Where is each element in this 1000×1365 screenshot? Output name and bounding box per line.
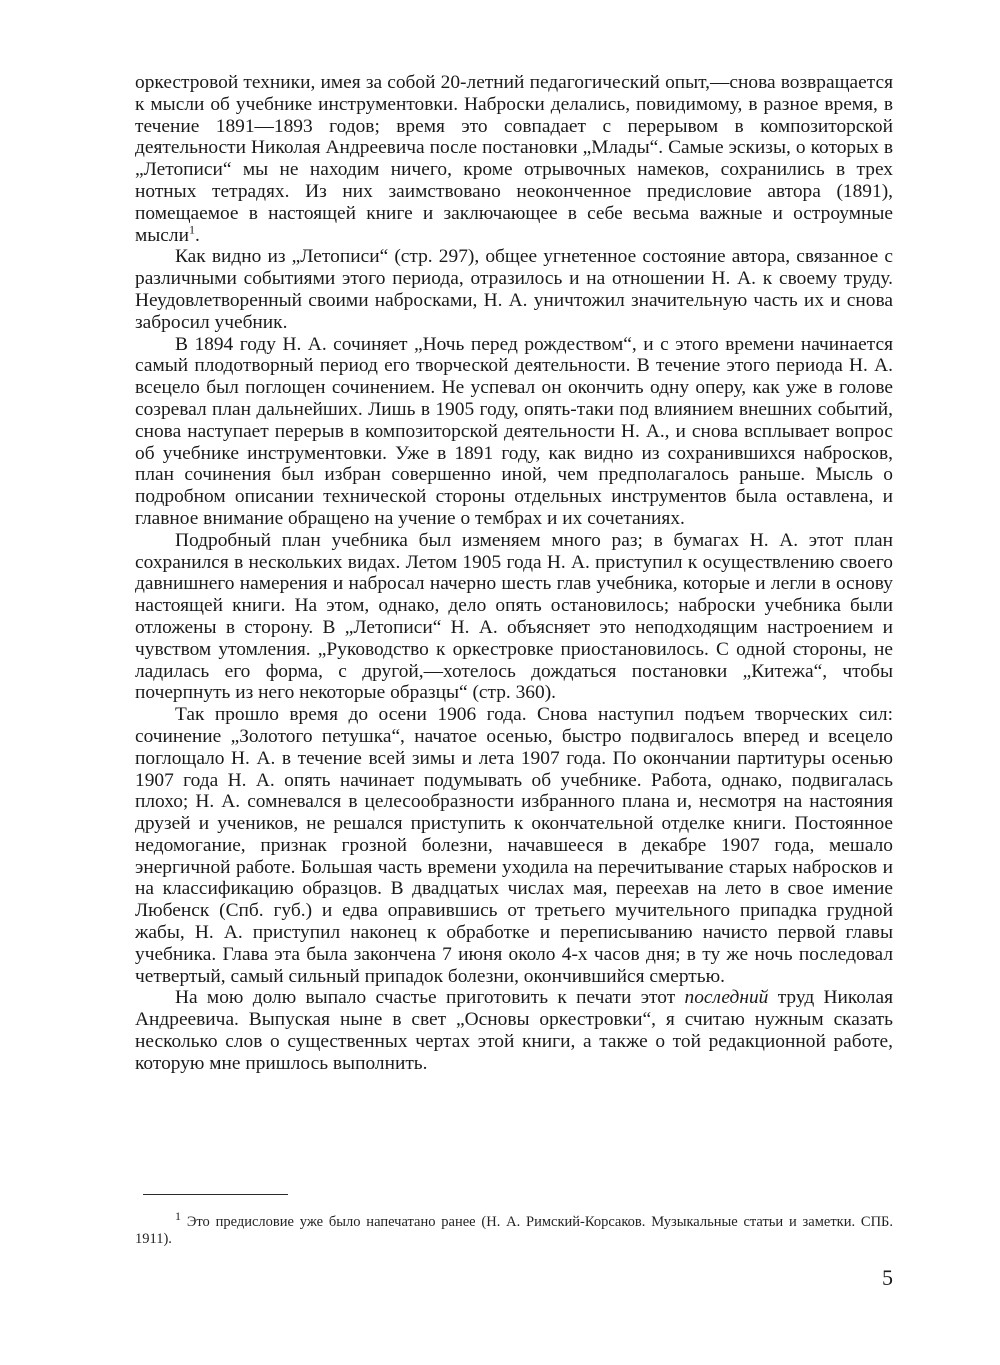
footnote-reference: 1 <box>188 222 195 237</box>
paragraph-6 <box>135 987 893 1074</box>
paragraph-5: Так прошло время до осени 1906 года. Снова наступил подъем творческих сил: сочинение „Золотого петушка“, начатое осенью, быстро подвигалось вперед и всецело поглощало Н. А. в течение всей зимы и лета 1907 года. По окончании партитуры осенью 1907 года Н. А. опять начинает подумывать об учебнике. Работа, однако, подвигалась плохо; Н. А. сомневался в целесообразности избранного плана и, несмотря на настояния друзей и учеников, не решался приступить к окончательной отделке книги. Постоянное недомогание, признак грозной болезни, начавшееся в декабре 1907 года, мешало энергичной работе. Большая часть времени уходила на перечитывание старых набросков и на классификацию образцов. В двадцатых числах мая, переехав на лето в свое имение Любенск (Спб. губ.) и едва оправившись от третьего мучительного припадка грудной жабы, Н. А. приступил наконец к обработке и переписыванию начисто первой главы учебника. Глава эта была закончена 7 июня около 4-х часов дня; в ту же ночь последовал четвертый, самый сильный припадок болезни, окончившийся смертью. <box>135 704 893 987</box>
paragraph-1 <box>135 72 893 246</box>
paragraph-2: Как видно из „Летописи“ (стр. 297), общее угнетенное состояние автора, связанное с различными событиями этого периода, отразилось и на отношении Н. А. к своему труду. Неудовлетворенный своими набросками, Н. А. уничтожил значительную часть их и снова забросил учебник. <box>135 246 893 333</box>
footnote-text: Это предисловие уже было напечатано ранее (Н. А. Римский-Корсаков. Музыкальные статьи и заметки. СПБ. 1911). <box>135 1214 893 1247</box>
paragraph-4: Подробный план учебника был изменяем много раз; в бумагах Н. А. этот план сохранился в нескольких видах. Летом 1905 года Н. А. приступил к осуществлению своего давнишнего намерения и набросал начерно шесть глав учебника, которые и легли в основу настоящей книги. На этом, однако, дело опять остановилось; наброски учебника были отложены в сторону. В „Летописи“ Н. А. объясняет это неподходящим настроением и чувством утомления. „Руководство к оркестровке приостановилось. С одной стороны, не ладилась его форма, с другой,—хотелось дождаться постановки „Китежа“, чтобы почерпнуть из него некоторые образцы“ (стр. 360). <box>135 529 893 704</box>
footnote <box>135 1209 893 1248</box>
paragraph-1-text: оркестровой техники, имея за собой 20-летний педагогический опыт,—снова возвращается к мысли об учебнике инструментовки. Наброски делались, повидимому, в разное время, в течение 1891—1893 годов; время это совпадает с перерывом в композиторской деятельности Николая Андреевича после постановки „Млады“. Самые эскизы, о которых в „Летописи“ мы не находим ничего, кроме отрывочных намеков, сохранились в трех нотных тетрадях. Из них заимствовано неоконченное предисловие автора (1891), помещаемое в настоящей книге и заключающее в себе весьма важные и остроумные мысли <box>135 72 893 246</box>
paragraph-6-text-before: На мою долю выпало счастье приготовить к печати этот <box>175 987 685 1009</box>
page-number: 5 <box>882 1265 893 1290</box>
paragraph-3: В 1894 году Н. А. сочиняет „Ночь перед рождеством“, и с этого времени начинается самый плодотворный период его творческой деятельности. В течение этого периода Н. А. всецело был поглощен сочинением. Не успевал он окончить одну оперу, как уже в голове созревал план дальнейших. Лишь в 1905 году, опять-таки под влиянием внешних событий, снова наступает перерыв в композиторской деятельности Н. А., и снова всплывает вопрос об учебнике инструментовки. Уже в 1891 году, как видно из сохранившихся набросков, план сочинения был избран совершенно иной, чем предполагалось раньше. Мысль о подробном описании технической стороны отдельных инструментов была оставлена, и главное внимание обращено на учение о тембрах и их сочетаниях. <box>135 333 893 529</box>
paragraph-6-text-after: труд Николая Андреевича. Выпуская ныне в свет „Основы оркестровки“, я считаю нужным сказать несколько слов о существенных чертах этой книги, а также о той редакционной работе, которую мне пришлось выполнить. <box>135 987 893 1074</box>
footnote-mark: 1 <box>175 1209 181 1224</box>
footnote-divider <box>143 1194 288 1195</box>
main-text <box>135 72 893 1075</box>
paragraph-1-end: . <box>194 224 200 246</box>
paragraph-6-emphasis: последний <box>684 987 769 1009</box>
